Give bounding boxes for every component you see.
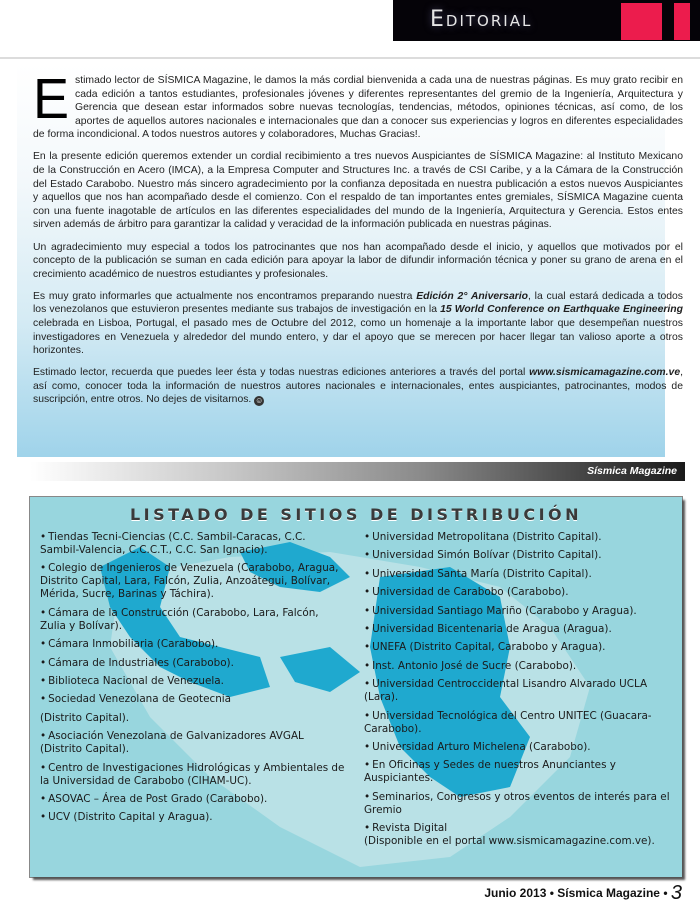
bullet-icon: • [40, 531, 47, 543]
bullet-icon: • [364, 759, 371, 772]
header-accent-block [621, 3, 662, 40]
distribution-item-text: Universidad Santiago Mariño (Carabobo y Aragua). [372, 604, 637, 617]
distribution-item [40, 607, 345, 633]
paragraph-text: stimado lector de SÍSMICA Magazine, le damos la más cordial bienvenida a cada una de nuestras páginas. Es muy grato recibir en cada edición a tantos estudiantes, profesionales jóvenes y diferentes representantes del gremio de la Ingeniería, Arquitectura y Gerencia que desean estar informados sobre nuevas tecnologías, tendencias, métodos, opiniones técnicas, así como, de los aportes de aquellos autores nacionales e internacionales que dan a conocer sus experiencias y logros en diferentes especialidades de forma incondicional. A todos nuestros autores y colaboradores, Muchas Gracias!. [33, 75, 683, 141]
editorial-panel [17, 64, 683, 457]
bullet-icon: • [40, 656, 47, 669]
distribution-item [40, 730, 345, 756]
paragraph-text: , la cual estará dedicada a todos los venezolanos que estuvieron presentes mediante sus trabajos de investigación en la [33, 290, 683, 316]
bullet-icon: • [364, 740, 371, 753]
distribution-item [40, 675, 345, 688]
distribution-item [364, 568, 679, 581]
distribution-item-text: UCV (Distrito Capital y Aragua). [48, 811, 213, 824]
distribution-item [364, 710, 679, 736]
distribution-item [40, 562, 345, 601]
anniversary-edition-emphasis: Edición 2° Aniversario [416, 290, 529, 302]
distribution-item-text: Cámara Inmobiliaria (Carabobo). [48, 638, 219, 651]
editorial-paragraph-2: En la presente edición queremos extender un cordial recibimiento a tres nuevos Auspiciantes de SÍSMICA Magazine: al Instituto Mexicano de la Construcción en Acero (IMCA), a la Empresa Computer and Structures Inc. a través de CSI Caribe, y a la Cámara de la Construcción del Estado Carabobo. Nuestro más sincero agradecimiento por la confianza depositada en nuestra publicación a estos nuevos Auspiciantes y aquellos que nos han acompañado desde el comienzo. Con el respaldo de tan importantes entes gremiales, SÍSMICA Magazine cuenta con una fuente inagotable de artículos en las diferentes especialidades del mundo de la Ingeniería, Arquitectura y Gerencia. Estos entes sirven además de árbitro para garantizar la calidad y veracidad de la información publicada en nuestras páginas. [33, 151, 683, 231]
distribution-item [364, 678, 679, 704]
editorial-paragraph-1 [33, 67, 683, 142]
distribution-item-text: (Disponible en el portal www.sismicamagazine.com.ve). [364, 835, 655, 848]
distribution-item-text: Cámara de Industriales (Carabobo). [48, 656, 234, 669]
distribution-item-text: Universidad Metropolitana (Distrito Capital). [372, 531, 602, 543]
bullet-icon: • [364, 586, 371, 599]
bullet-icon: • [364, 531, 371, 543]
distribution-item [364, 531, 679, 544]
distribution-item-text: Sociedad Venezolana de Geotecnia [48, 693, 232, 706]
distribution-item-text: Universidad Simón Bolívar (Distrito Capital). [372, 549, 602, 562]
distribution-item [364, 759, 679, 785]
bullet-icon: • [40, 674, 47, 687]
bullet-icon: • [364, 604, 371, 617]
distribution-item [364, 741, 679, 754]
distribution-item [40, 762, 345, 788]
bullet-icon: • [364, 567, 371, 580]
distribution-item-text: Revista Digital [372, 822, 448, 835]
distribution-item [40, 657, 345, 670]
bullet-icon: • [364, 709, 371, 722]
bullet-icon: • [364, 822, 371, 835]
bullet-icon: • [364, 790, 371, 803]
bullet-icon: • [364, 622, 371, 635]
distribution-item [40, 793, 345, 806]
page-number: 3 [670, 882, 682, 904]
bullet-icon: • [364, 641, 371, 654]
distribution-item-text: Inst. Antonio José de Sucre (Carabobo). [372, 659, 577, 672]
bullet-icon: • [40, 811, 47, 824]
distribution-item-text: Biblioteca Nacional de Venezuela. [48, 674, 224, 687]
bullet-icon: • [40, 562, 47, 575]
conference-name-emphasis: 15 World Conference on Earthquake Engineering [440, 304, 683, 316]
bullet-icon: • [40, 730, 47, 743]
paragraph-text: celebrada en Lisboa, Portugal, el pasado mes de Octubre del 2012, como un homenaje a la importante labor que desempeñan nuestros investigadores en Venezuela y alrededor del mundo entero, y dar el apoyo que se merecen por hacer llegar tan valioso aporte a otros horizontes. [33, 318, 683, 357]
distribution-item [364, 822, 679, 835]
distribution-item-text: UNEFA (Distrito Capital, Carabobo y Aragua). [372, 641, 606, 654]
distribution-item [40, 693, 345, 706]
band-label: Sísmica Magazine [587, 465, 677, 477]
portal-link[interactable]: www.sismicamagazine.com.ve [529, 367, 681, 379]
distribution-item-text: Asociación Venezolana de Galvanizadores AVGAL (Distrito Capital). [40, 730, 304, 756]
distribution-item-text: Universidad Centroccidental Lisandro Alvarado UCLA (Lara). [364, 678, 648, 704]
bullet-icon: • [40, 693, 47, 706]
distribution-list-right [364, 531, 679, 853]
smiley-icon: ☺ [255, 396, 264, 406]
drop-cap: E [33, 67, 70, 131]
distribution-title: LISTADO DE SITIOS DE DISTRIBUCIÓN [129, 505, 583, 524]
footer-separator: • [663, 886, 668, 900]
distribution-item-text: En Oficinas y Sedes de nuestros Anunciantes y Auspiciantes. [364, 759, 616, 785]
distribution-item [40, 638, 345, 651]
distribution-item-text: Cámara de la Construcción (Carabobo, Lara, Falcón, Zulia y Bolívar). [40, 606, 319, 632]
paragraph-text: Es muy grato informarles que actualmente nos encontramos preparando nuestra [33, 290, 417, 302]
distribution-item [364, 835, 679, 848]
distribution-item [364, 641, 679, 654]
distribution-item-text: (Distrito Capital). [40, 711, 130, 724]
distribution-item-text: Seminarios, Congresos y otros eventos de interés para el Gremio [364, 790, 670, 816]
paragraph-text: Estimado lector, recuerda que puedes leer ésta y todas nuestras ediciones anteriores a través del portal [33, 367, 530, 379]
bullet-icon: • [364, 659, 371, 672]
distribution-item-text: Universidad Santa María (Distrito Capital). [372, 567, 592, 580]
distribution-list-left [40, 531, 345, 830]
distribution-item-text: Tiendas Tecni-Ciencias (C.C. Sambil-Caracas, C.C. Sambil-Valencia, C.C.C.T., C.C. San Ignacio). [40, 531, 306, 556]
distribution-item-text: Universidad Arturo Michelena (Carabobo). [372, 740, 591, 753]
bullet-icon: • [364, 549, 371, 562]
magazine-band [30, 462, 685, 481]
section-title: Editorial [430, 7, 533, 32]
distribution-item-text: Colegio de Ingenieros de Venezuela (Carabobo, Aragua, Distrito Capital, Lara, Falcón, Zulia, Anzoátegui, Bolívar, Mérida, Sucre, Barinas y Táchira). [40, 562, 339, 601]
editorial-paragraph-5 [33, 366, 683, 407]
header-accent-stripe [674, 3, 690, 40]
distribution-item [364, 791, 679, 817]
editorial-text [33, 67, 683, 416]
editorial-paragraph-3: Un agradecimiento muy especial a todos los patrocinantes que nos han acompañado desde el inicio, y aquellos que motivados por el concepto de la publicación se suman en cada edición para apoyar la labor de difundir información técnica y poner su grano de arena en el crecimiento académico de nuestros estudiantes y profesionales. [33, 241, 683, 280]
distribution-item [40, 712, 345, 725]
distribution-item [364, 605, 679, 618]
paragraph-text: , así como, conocer toda la información de nuestros autores nacionales e internacionales, entes auspiciantes, patrocinantes, modos de suscripción, entre otros. No dejes de visitarnos. [33, 367, 683, 406]
distribution-item [40, 811, 345, 824]
bullet-icon: • [40, 792, 47, 805]
editorial-paragraph-4 [33, 290, 683, 358]
distribution-item-text: Universidad Tecnológica del Centro UNITEC (Guacara-Carabobo). [364, 709, 652, 735]
distribution-item [364, 660, 679, 673]
distribution-item-text: Centro de Investigaciones Hidrológicas y Ambientales de la Universidad de Carabobo (CIHAM-UC). [40, 761, 345, 787]
distribution-item [364, 623, 679, 636]
bullet-icon: • [40, 761, 47, 774]
distribution-item-text: Universidad de Carabobo (Carabobo). [372, 586, 569, 599]
distribution-item-text: ASOVAC – Área de Post Grado (Carabobo). [48, 792, 268, 805]
distribution-item [364, 549, 679, 562]
page-footer [484, 882, 682, 905]
bullet-icon: • [40, 638, 47, 651]
distribution-panel [30, 497, 682, 877]
footer-magazine: Sísmica Magazine [557, 886, 660, 900]
distribution-item [364, 586, 679, 599]
distribution-item [40, 531, 345, 557]
bullet-icon: • [40, 606, 47, 619]
footer-date: Junio 2013 [484, 886, 547, 900]
distribution-item-text: Universidad Bicentenaria de Aragua (Aragua). [372, 622, 612, 635]
footer-separator: • [549, 886, 554, 900]
bullet-icon: • [364, 678, 371, 691]
header-rule [0, 57, 700, 59]
